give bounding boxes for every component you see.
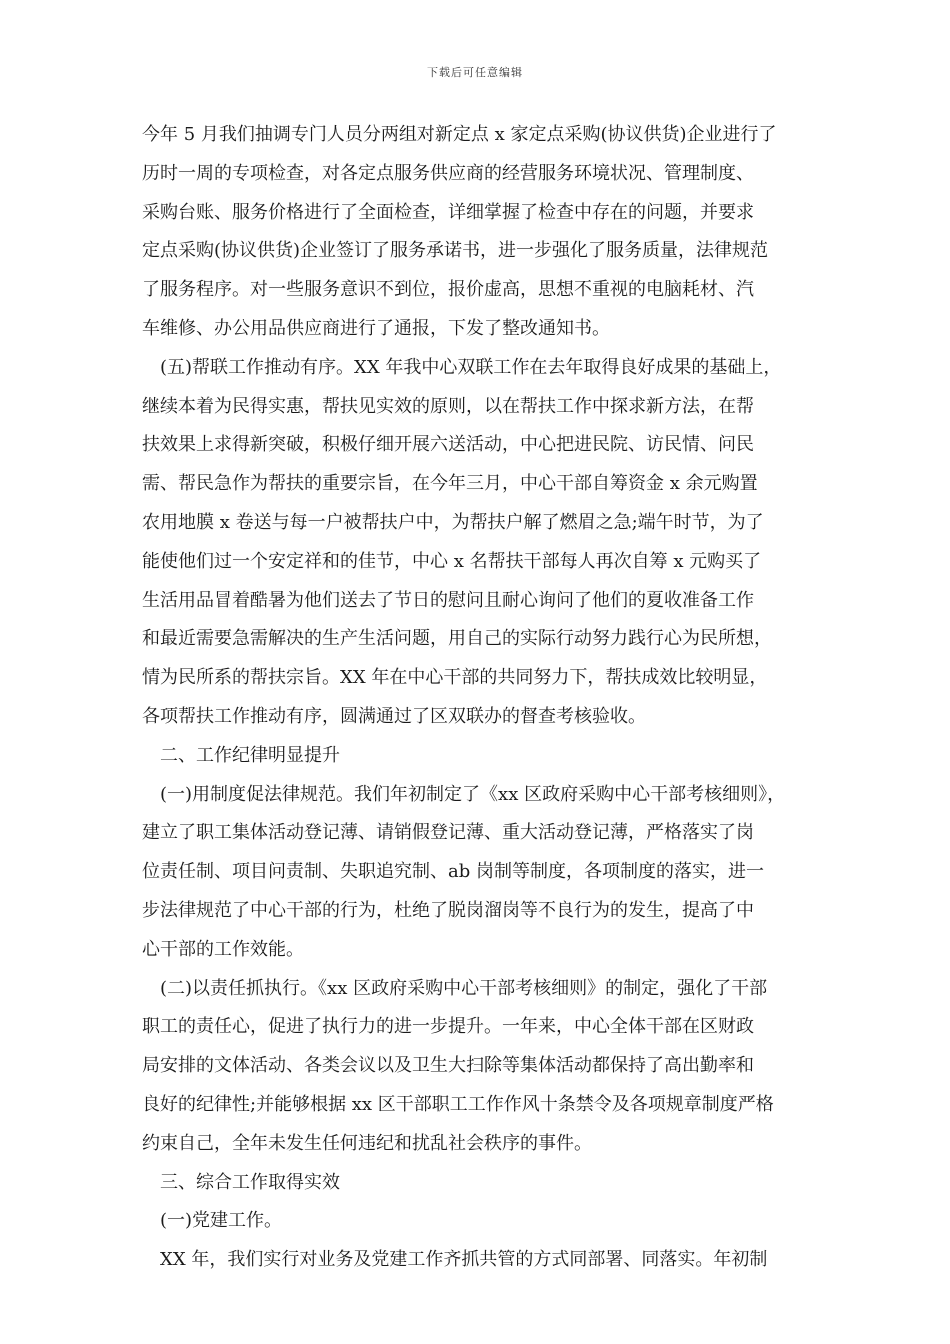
text-line: 扶效果上求得新突破，积极仔细开展六送活动，中心把进民院、访民情、问民 bbox=[142, 434, 754, 456]
header-note: 下载后可任意编辑 bbox=[427, 66, 523, 79]
text-line: 建立了职工集体活动登记薄、请销假登记薄、重大活动登记薄，严格落实了岗 bbox=[142, 822, 754, 844]
paragraph-start: XX 年，我们实行对业务及党建工作齐抓共管的方式同部署、同落实。年初制 bbox=[160, 1249, 768, 1271]
text-line: 良好的纪律性;并能够根据 xx 区干部职工工作作风十条禁令及各项规章制度严格 bbox=[142, 1093, 774, 1115]
text-line: 定点采购(协议供货)企业签订了服务承诺书，进一步强化了服务质量，法律规范 bbox=[142, 240, 769, 262]
text-line: 采购台账、服务价格进行了全面检查，详细掌握了检查中存在的问题，并要求 bbox=[142, 201, 754, 223]
text-line: 需、帮民急作为帮扶的重要宗旨，在今年三月，中心干部自筹资金 x 余元购置 bbox=[142, 473, 758, 495]
text-line: 继续本着为民得实惠，帮扶见实效的原则，以在帮扶工作中探求新方法，在帮 bbox=[142, 395, 754, 417]
text-line: 农用地膜 x 卷送与每一户被帮扶户中，为帮扶户解了燃眉之急;端午时节，为了 bbox=[142, 511, 764, 533]
text-line: 车维修、办公用品供应商进行了通报，下发了整改通知书。 bbox=[142, 317, 610, 339]
text-line: 和最近需要急需解决的生产生活问题，用自己的实际行动努力践行心为民所想， bbox=[142, 628, 772, 650]
section-heading: 三、综合工作取得实效 bbox=[160, 1171, 340, 1193]
text-line: 历时一周的专项检查，对各定点服务供应商的经营服务环境状况、管理制度、 bbox=[142, 162, 754, 184]
text-line: 情为民所系的帮扶宗旨。XX 年在中心干部的共同努力下，帮扶成效比较明显， bbox=[142, 667, 768, 689]
text-line: 能使他们过一个安定祥和的佳节，中心 x 名帮扶干部每人再次自筹 x 元购买了 bbox=[142, 550, 762, 572]
text-line: 生活用品冒着酷暑为他们送去了节日的慰问且耐心询问了他们的夏收准备工作 bbox=[142, 589, 754, 611]
paragraph-start: (二)以责任抓执行。《xx 区政府采购中心干部考核细则》的制定，强化了干部 bbox=[160, 977, 768, 999]
subsection-heading: (一)党建工作。 bbox=[160, 1210, 283, 1232]
text-line: 今年 5 月我们抽调专门人员分两组对新定点 x 家定点采购(协议供货)企业进行了 bbox=[142, 124, 777, 145]
text-line: 局安排的文体活动、各类会议以及卫生大扫除等集体活动都保持了高出勤率和 bbox=[142, 1055, 754, 1077]
text-line: 各项帮扶工作推动有序，圆满通过了区双联办的督查考核验收。 bbox=[142, 705, 646, 727]
text-line: 约束自己，全年未发生任何违纪和扰乱社会秩序的事件。 bbox=[142, 1132, 592, 1154]
text-line: 了服务程序。对一些服务意识不到位，报价虚高，思想不重视的电脑耗材、汽 bbox=[142, 279, 754, 301]
document-body bbox=[142, 116, 822, 1280]
paragraph-start: (五)帮联工作推动有序。XX 年我中心双联工作在去年取得良好成果的基础上， bbox=[160, 356, 782, 378]
text-line: 步法律规范了中心干部的行为，杜绝了脱岗溜岗等不良行为的发生，提高了中 bbox=[142, 899, 754, 921]
text-line: 位责任制、项目问责制、失职追究制、ab 岗制等制度，各项制度的落实，进一 bbox=[142, 861, 764, 883]
paragraph-start: (一)用制度促法律规范。我们年初制定了《xx 区政府采购中心干部考核细则》， bbox=[160, 783, 786, 805]
text-line: 心干部的工作效能。 bbox=[142, 938, 304, 960]
section-heading: 二、工作纪律明显提升 bbox=[160, 744, 340, 766]
text-line: 职工的责任心，促进了执行力的进一步提升。一年来，中心全体干部在区财政 bbox=[142, 1016, 754, 1038]
